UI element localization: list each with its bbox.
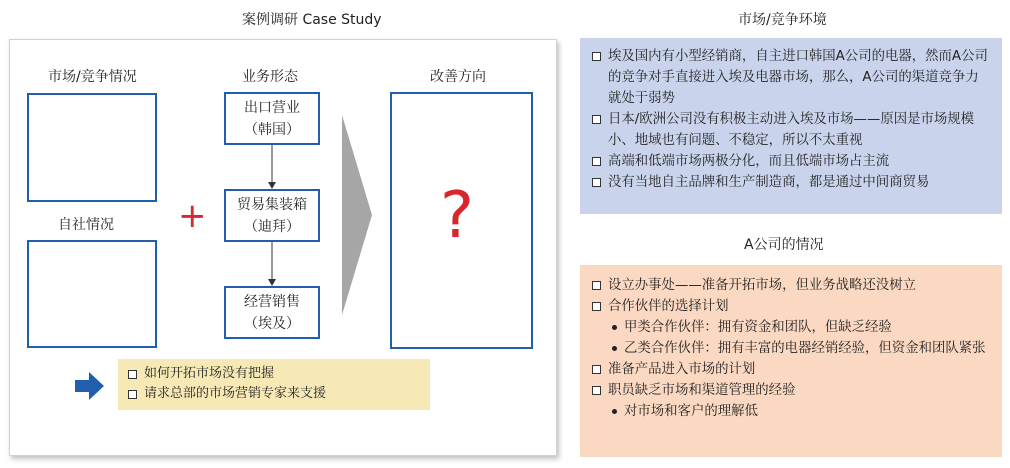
bullet-icon — [612, 409, 617, 414]
company-a-title: A公司的情况 — [744, 237, 824, 253]
checkbox-icon — [592, 302, 601, 311]
plus-icon: + — [178, 196, 207, 236]
company-subitem-text: 对市场和客户的理解低 — [624, 404, 758, 419]
flow-step-export-line2: （韩国） — [244, 122, 300, 138]
case-study-title: 案例调研 Case Study — [242, 12, 382, 28]
business-form-heading: 业务形态 — [242, 69, 298, 85]
note-item-text: 如何开拓市场没有把握 — [144, 366, 275, 381]
checkbox-icon — [592, 115, 601, 124]
market-competition-heading: 市场/竞争情况 — [48, 69, 137, 85]
flow-step-trade-line1: 贸易集装箱 — [237, 197, 307, 213]
note-item-text: 请求总部的市场营销专家来支援 — [144, 386, 327, 401]
checkbox-icon — [592, 386, 601, 395]
checkbox-icon — [592, 281, 601, 290]
market-item-text: 高端和低端市场两极分化，而且低端市场占主流 — [608, 154, 890, 169]
note-box — [118, 359, 430, 410]
checkbox-icon — [592, 157, 601, 166]
market-item-text: 日本/欧洲公司没有积极主动进入埃及市场——原因是市场规模小、地域也有问题、不稳定，所以不太重视 — [608, 112, 975, 148]
company-subitem — [592, 317, 990, 338]
question-mark-icon: ? — [440, 179, 474, 253]
company-a-box — [580, 265, 1002, 457]
flow-connectors — [262, 145, 282, 290]
market-box — [27, 93, 157, 202]
gray-arrow-icon — [342, 115, 374, 315]
market-environment-box — [580, 38, 1002, 214]
company-subitem-text: 甲类合作伙伴：拥有资金和团队，但缺乏经验 — [624, 320, 892, 335]
flow-step-trade-line2: （迪拜） — [244, 219, 300, 235]
checkbox-icon — [592, 178, 601, 187]
blue-arrow-icon — [75, 371, 105, 401]
checkbox-icon — [592, 365, 601, 374]
company-subitem — [592, 401, 990, 422]
company-item — [592, 359, 990, 380]
market-item — [592, 109, 990, 151]
company-item-text: 准备产品进入市场的计划 — [608, 362, 756, 377]
flow-step-sales — [224, 286, 320, 339]
market-item — [592, 46, 990, 109]
market-item-text: 没有当地自主品牌和生产制造商，都是通过中间商贸易 — [608, 175, 930, 190]
arrowhead-icon — [268, 279, 276, 286]
company-item — [592, 296, 990, 317]
flow-step-export — [224, 92, 320, 145]
company-item — [592, 275, 990, 296]
market-item — [592, 172, 990, 193]
arrowhead-icon — [268, 182, 276, 189]
market-item — [592, 151, 990, 172]
checkbox-icon — [128, 370, 137, 379]
company-item-text: 职员缺乏市场和渠道管理的经验 — [608, 383, 796, 398]
flow-step-export-line1: 出口营业 — [244, 100, 300, 116]
company-subitem-text: 乙类合作伙伴：拥有丰富的电器经销经验，但资金和团队紧张 — [624, 341, 986, 356]
bullet-icon — [612, 325, 617, 330]
company-box — [27, 240, 157, 348]
checkbox-icon — [128, 390, 137, 399]
company-item-text: 合作伙伴的选择计划 — [608, 299, 729, 314]
market-environment-title: 市场/竞争环境 — [738, 12, 827, 28]
bullet-icon — [612, 346, 617, 351]
company-item-text: 设立办事处——准备开拓市场，但业务战略还没树立 — [608, 278, 916, 293]
note-item — [128, 384, 420, 404]
flow-step-sales-line1: 经营销售 — [244, 294, 300, 310]
company-situation-heading: 自社情况 — [58, 217, 114, 233]
note-item — [128, 364, 420, 384]
improvement-direction-heading: 改善方向 — [430, 69, 486, 85]
company-subitem — [592, 338, 990, 359]
company-item — [592, 380, 990, 401]
checkbox-icon — [592, 52, 601, 61]
flow-step-sales-line2: （埃及） — [244, 316, 300, 332]
market-item-text: 埃及国内有小型经销商，自主进口韩国A公司的电器，然而A公司的竞争对手直接进入埃及电器市场，那么，A公司的渠道竞争力就处于弱势 — [608, 49, 988, 106]
